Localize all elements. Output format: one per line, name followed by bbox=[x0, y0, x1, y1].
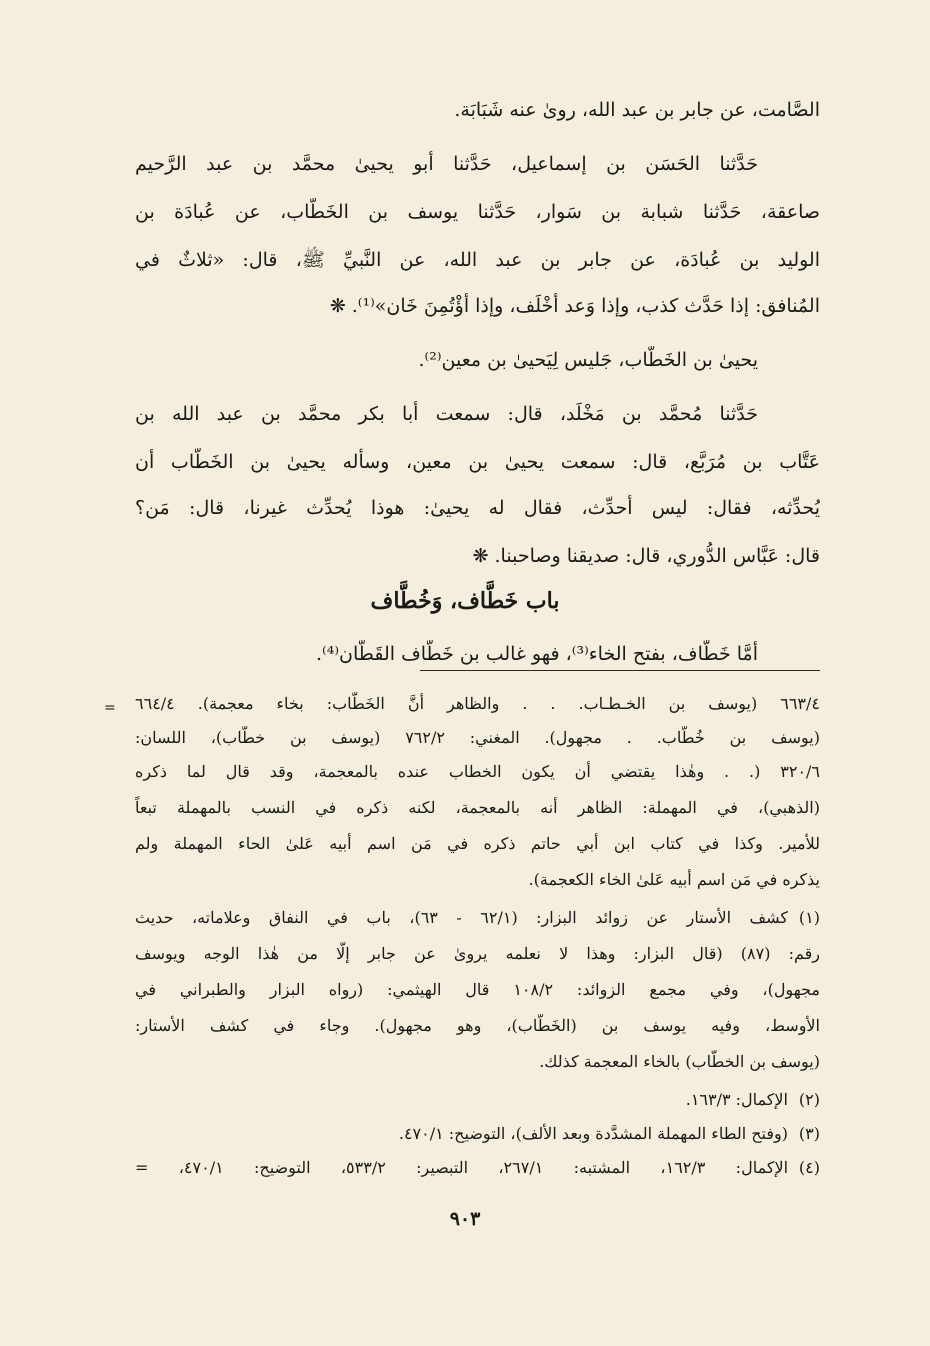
main-text-line: عَتَّاب بن مُرَبَّع، قال: سمعت يحيىٰ بن معين، وسأله يحيىٰ بن الخَطَّاب أن bbox=[135, 451, 820, 473]
footnote-line: الإكمال: ١٦٢/٣، المشتبه: ٢٦٧/١، التبصير: ٥٣٣/٢، التوضيح: ٤٧٠/١، = bbox=[135, 1158, 788, 1177]
section-heading: باب خَطَّاف، وَخُطَّاف bbox=[370, 588, 560, 614]
main-text-line: يُحدِّثه، فقال: ليس أُحدِّث، فقال له يحيىٰ: هوذا يُحدِّث غيرنا، قال: مَن؟ bbox=[135, 497, 820, 519]
footnote-number: (٤) bbox=[798, 1158, 820, 1177]
footnote-separator bbox=[420, 670, 820, 671]
main-text-line: الصَّامت، عن جابر بن عبد الله، روىٰ عنه شَبَابَة. bbox=[454, 99, 820, 121]
footnote-line: الإكمال: ١٦٣/٣. bbox=[685, 1090, 788, 1109]
footnote-line: (يوسف بن الخطَّاب) بالخاء المعجمة كذلك. bbox=[539, 1052, 820, 1071]
page-number: ٩٠٣ bbox=[449, 1208, 481, 1230]
footnote-line: للأمير. وكذا في كتاب ابن أبي حاتم ذكره في مَن اسم أبيه عَلىٰ الحاء المهملة ولم bbox=[135, 834, 820, 853]
main-text-line: حَدَّثنا الحَسَن بن إسماعيل، حَدَّثنا أبو يحيىٰ محمَّد بن عبد الرَّحيم bbox=[135, 153, 758, 175]
footnote-line: (وفتح الطاء المهملة المشدَّدة وبعد الألف)، التوضيح: ٤٧٠/١. bbox=[398, 1124, 788, 1143]
continuation-mark: = bbox=[104, 700, 116, 716]
footnote-number: (٢) bbox=[798, 1090, 820, 1109]
footnote-line: الأوسط، وفيه يوسف بن (الخَطَّاب)، وهو مجهول). وجاء في كشف الأستار: bbox=[135, 1016, 820, 1035]
main-text-line: يحيىٰ بن الخَطَّاب، جَليس لِيَحيىٰ بن معين⁽²⁾. bbox=[418, 349, 758, 371]
main-text-line: قال: عَبَّاس الدُّوري، قال: صديقنا وصاحبنا. ❋ bbox=[472, 545, 820, 567]
footnote-line: كشف الأستار عن زوائد البزار: (٦٢/١ - ٦٣)، باب في النفاق وعلاماته، حديث bbox=[135, 908, 788, 927]
footnote-line: يذكره في مَن اسم أبيه عَلىٰ الخاء الكعجمة). bbox=[528, 870, 820, 889]
footnote-number: (٣) bbox=[798, 1124, 820, 1143]
footnote-line: ٦٦٣/٤ (يوسف بن الخـطـاب. . . والظاهر أنَّ الخَطَّاب: بخاء معجمة). ٦٦٤/٤ bbox=[135, 694, 820, 713]
main-text-line: صاعقة، حَدَّثنا شبابة بن سَوار، حَدَّثنا يوسف بن الخَطَّاب، عن عُبادَة بن bbox=[135, 201, 820, 223]
main-text-line: المُنافق: إذا حَدَّث كذب، وإذا وَعد أَخْلَف، وإذا أُؤْتُمِنَ خَان»⁽¹⁾. ❋ bbox=[329, 295, 820, 317]
footnote-line: (الذهبي)، في المهملة: الظاهر أنه بالمعجمة، لكنه ذكره في النسب بالمهملة تبعاً bbox=[135, 798, 820, 817]
footnote-line: رقم: (٨٧) (قال البزار: وهذا لا نعلمه يروىٰ عن جابر إلَّا من هٰذا الوجه ويوسف bbox=[135, 944, 820, 963]
main-text-line: حَدَّثنا مُحمَّد بن مَخْلَد، قال: سمعت أبا بكر محمَّد بن عبد الله بن bbox=[135, 403, 758, 425]
footnote-line: (يوسف بن خُطَّاب. . مجهول). المغني: ٧٦٢/٢ (يوسف بن خطَّاب)، اللسان: bbox=[135, 728, 820, 747]
footnote-number: (١) bbox=[798, 908, 820, 927]
footnote-line: ٣٢٠/٦ (. . وهٰذا يقتضي أن يكون الخطاب عنده بالمعجمة، وقد قال لما ذكره bbox=[135, 762, 820, 781]
intro-line: أمَّا خَطَّاف، بفتح الخاء⁽³⁾، فهو غالب بن خَطَّاف القَطَّان⁽⁴⁾. bbox=[316, 643, 758, 665]
main-text-line: الوليد بن عُبادَة، عن جابر بن عبد الله، عن النَّبيِّ ﷺ، قال: «ثلاثٌ في bbox=[135, 249, 820, 271]
footnote-line: مجهول)، وفي مجمع الزوائد: ١٠٨/٢ قال الهيثمي: (رواه البزار والطبراني في bbox=[135, 980, 820, 999]
